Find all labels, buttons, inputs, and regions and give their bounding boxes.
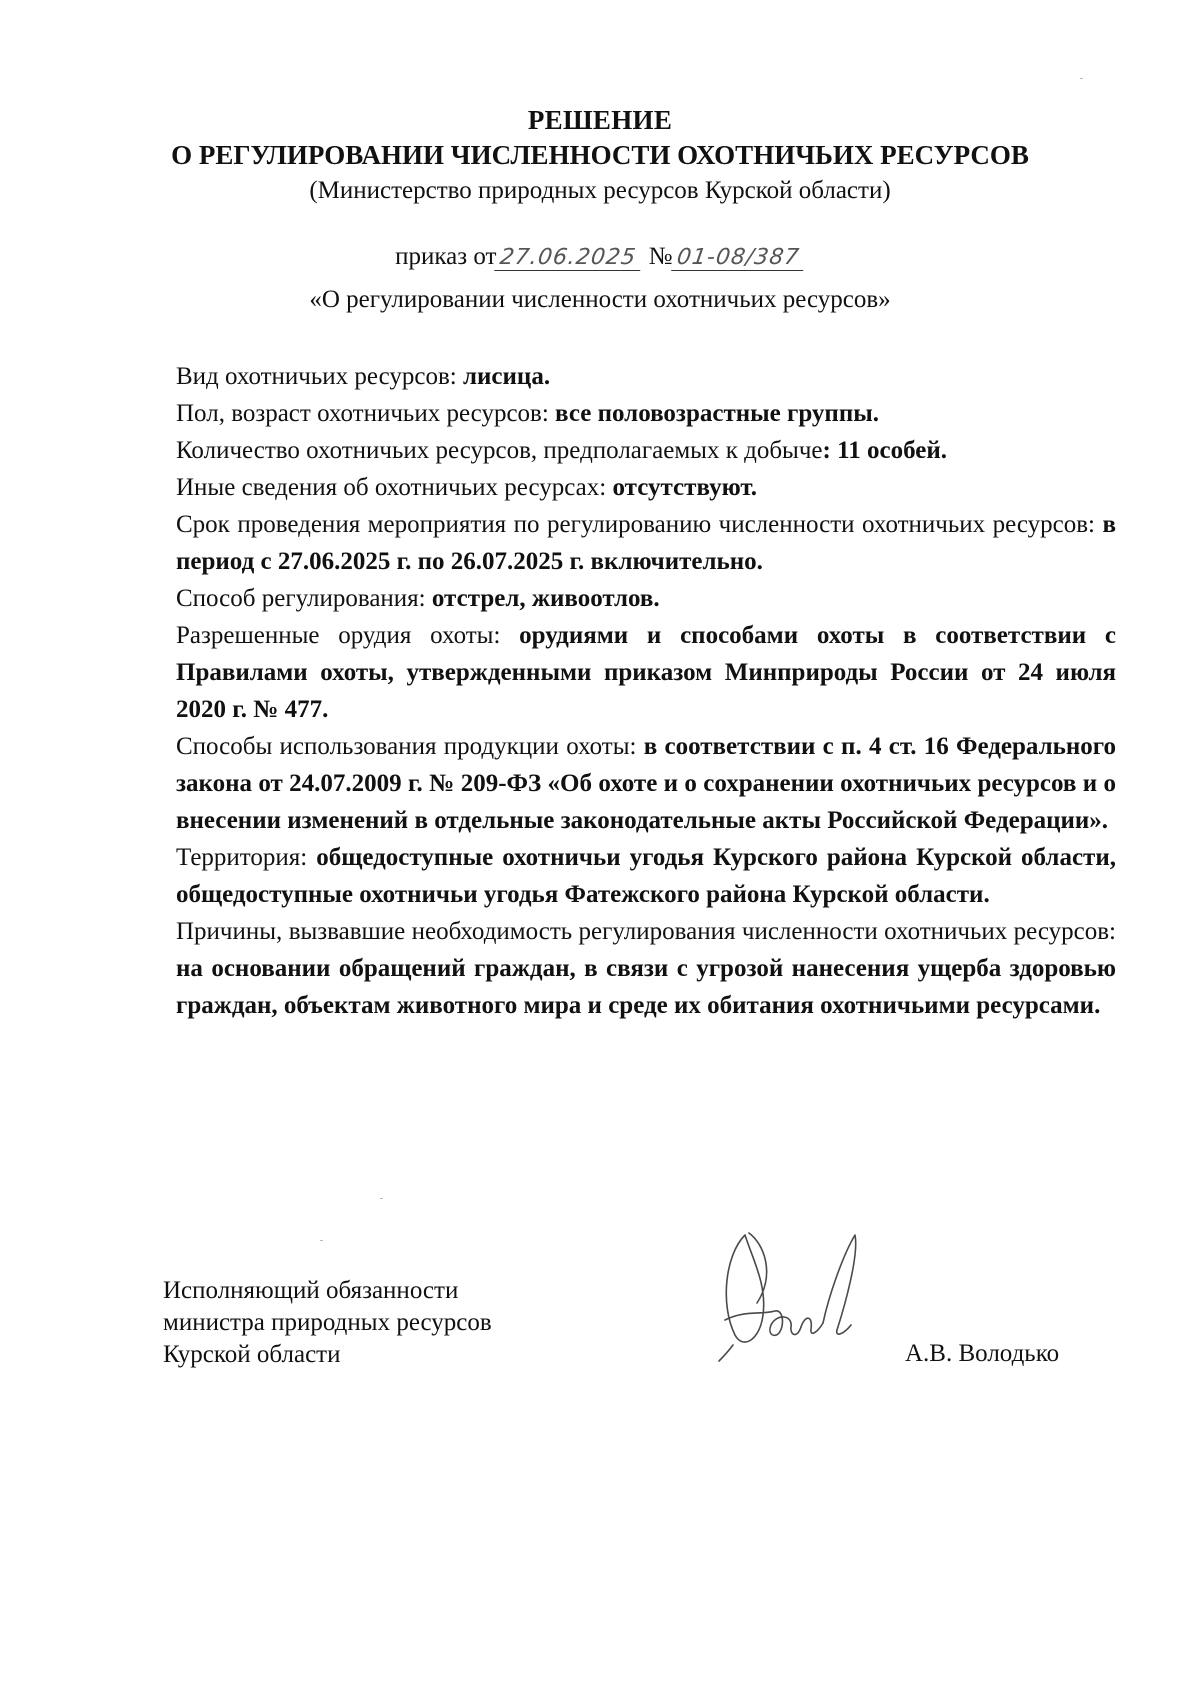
ministry-name: (Министерство природных ресурсов Курской области) [309,177,891,204]
field-label: Срок проведения мероприятия по регулированию численности охотничьих ресурсов: [176,511,1103,538]
signatory-position [163,1275,492,1371]
scan-speck [320,1240,323,1241]
position-line: министра природных ресурсов [163,1309,492,1336]
field-other [176,469,1116,506]
order-number-handwritten: 01-08/387 [671,245,807,271]
field-value: общедоступные охотничьи угодья Курского района Курской области, общедоступные охотничьи угодья Фатежского района Курской области. [176,844,1116,908]
signatory-name: А.В. Володько [905,1340,1060,1367]
order-date-handwritten: 27.06.2025 [495,245,645,271]
field-label: Количество охотничьих ресурсов, предполагаемых к добыче [176,437,823,464]
field-territory [176,839,1116,913]
document-subtitle: О РЕГУЛИРОВАНИИ ЧИСЛЕННОСТИ ОХОТНИЧЬИХ РЕСУРСОВ [171,140,1029,170]
scan-speck [380,1198,383,1199]
order-number-sign: № [648,243,673,270]
field-quantity [176,432,1116,469]
field-label: Иные сведения об охотничьих ресурсах: [176,474,613,501]
field-value: лисица. [463,363,551,390]
order-title: «О регулировании численности охотничьих ресурсов» [309,286,891,313]
field-sex-age [176,395,1116,432]
field-value: в соответствии с п. 4 ст. 16 Федерального закона от 24.07.2009 г. № 209-ФЗ «Об охоте и о сохранении охотничьих ресурсов и о внесении изменений в отдельные законодательные акты Российской Федерации». [176,733,1116,834]
position-line: Курской области [163,1341,341,1368]
field-label: Способы использования продукции охоты: [176,733,644,760]
field-value: отсутствуют. [612,474,758,501]
order-reference [0,243,1200,271]
field-label: Разрешенные орудия охоты: [176,622,520,649]
field-value: все половозрастные группы. [555,400,880,427]
field-method [176,580,1116,617]
field-value: : 11 особей. [822,437,947,464]
position-line: Исполняющий обязанности [163,1277,459,1304]
field-period [176,506,1116,580]
handwritten-signature [705,1215,875,1365]
field-tools [176,617,1116,728]
field-value: на основании обращений граждан, в связи с угрозой нанесения ущерба здоровью граждан, объектам животного мира и среде их обитания охотничьими ресурсами. [176,955,1116,1019]
field-label: Пол, возраст охотничьих ресурсов: [176,400,556,427]
order-prefix: приказ от [395,243,497,270]
scan-speck [1080,78,1083,79]
field-label: Территория: [176,844,317,871]
field-value: отстрел, живоотлов. [431,585,660,612]
field-label: Вид охотничьих ресурсов: [176,363,463,390]
decision-body [176,358,1116,1024]
field-value: орудиями и способами охоты в соответствии с Правилами охоты, утвержденными приказом Минприроды России от 24 июля 2020 г. № 477. [176,622,1116,723]
field-label: Способ регулирования: [176,585,432,612]
field-label: Причины, вызвавшие необходимость регулирования численности охотничьих ресурсов: [176,918,1116,945]
field-usage [176,728,1116,839]
field-species [176,358,1116,395]
field-reasons [176,913,1116,1024]
field-value: в период с 27.06.2025 г. по 26.07.2025 г. включительно. [176,511,1116,575]
document-title: РЕШЕНИЕ [527,105,673,135]
